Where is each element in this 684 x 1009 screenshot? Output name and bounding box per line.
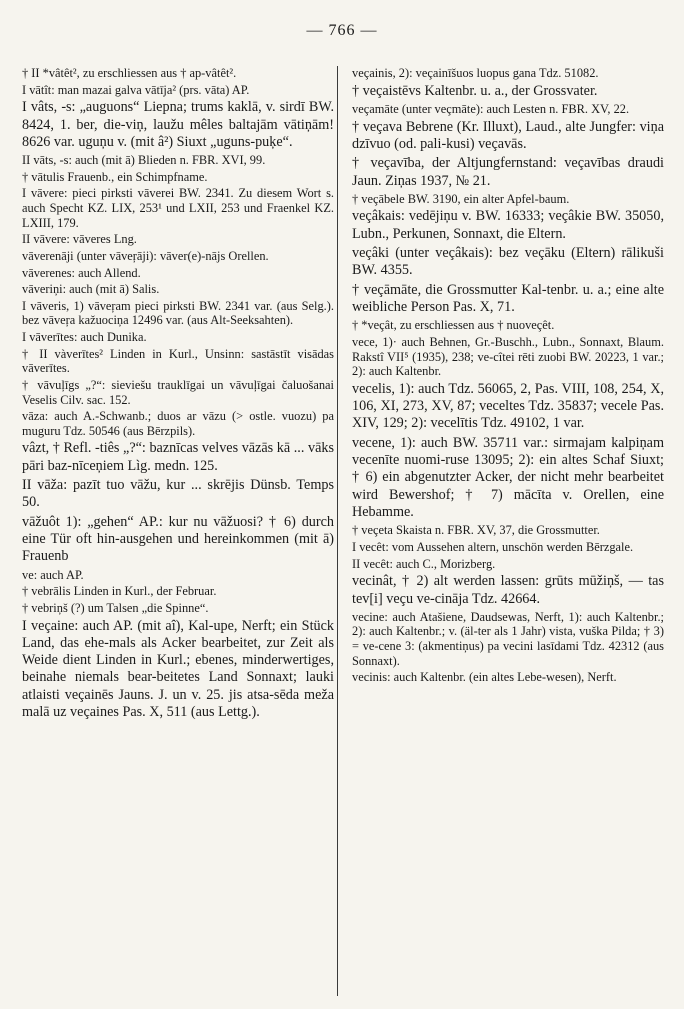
left-column	[22, 66, 334, 723]
dictionary-entry: I vâts, -s: „auguons“ Liepna; trums kaklā, v. sirdī BW. 8424, 1. ber, die-viņ, laužu mêles baltajām vātiņām! 8626 var. uguņu v. (mit â²) Siuxt „uguns-puķe“.	[22, 99, 334, 150]
dictionary-entry: I vātît: man mazai galva vātīja² (prs. vāta) AP.	[22, 82, 250, 97]
dictionary-entry: vecinis: auch Kaltenbr. (ein altes Lebe-wesen), Nerft.	[352, 670, 617, 685]
dictionary-entry: ve: auch AP.	[22, 567, 84, 582]
dictionary-entry: II vāts, -s: auch (mit ā) Blieden n. FBR. XVI, 99.	[22, 153, 266, 168]
dictionary-entry: vāžuôt 1): „gehen“ AP.: kur nu vāžuosi? † 6) durch eine Tür oft hin-ausgehen und hereinkommen (mit ā) Frauenb	[22, 513, 334, 565]
dictionary-entry: vece, 1)· auch Behnen, Gr.-Buschh., Lubn., Sonnaxt, Blaum. Rakstî VII⁵ (1935), 238; ve-cîtei rēti zuobi BW. 20223, 1 var.; 2): auch Kaltenbr.	[352, 334, 664, 379]
dictionary-entry: † II vàverītes² Linden in Kurl., Unsinn: sastāstīt visādas vāverītes.	[22, 346, 334, 376]
right-column	[352, 66, 664, 687]
dictionary-entry: vāveriņi: auch (mit ā) Salis.	[22, 282, 160, 297]
dictionary-entry: † veçavība, der Altjungfernstand: veçavības draudi Jaun. Ziņas 1937, № 21.	[352, 155, 664, 189]
dictionary-entry: vāverenāji (unter vāveŗāji): vāver(e)-nājs Orellen.	[22, 248, 269, 263]
dictionary-entry: vecelis, 1): auch Tdz. 56065, 2, Pas. VIII, 108, 254, X, 106, XI, 273, XV, 87; veceltes Tdz. 35837; vecele Pas. XIV, 129; 2): vecelītis Tdz. 49102, 1 var.	[352, 380, 664, 432]
dictionary-entry: † vebriņš (?) um Talsen „die Spinne“.	[22, 600, 209, 615]
dictionary-entry: vecinât, † 2) alt werden lassen: grūts mūžiņš, — tas tev[i] veçu ve-cināja Tdz. 42664.	[352, 573, 664, 607]
dictionary-entry: † veçāmāte, die Grossmutter Kal-tenbr. u. a.; eine alte weibliche Person Pas. X, 71.	[352, 281, 664, 315]
dictionary-entry: † *veçât, zu erschliessen aus † nuoveçêt.	[352, 318, 555, 333]
dictionary-entry: vecene, 1): auch BW. 35711 var.: sirmajam kalpiņam vecenīte nuomi-ruse 13095; 2): ein altes Schaf Siuxt; † 6) ein abgenutzter Acker, der nicht mehr bearbeitet wird Bewershof; † 7) mācīta v. Orellen, eine Hebamme.	[352, 434, 664, 520]
dictionary-entry: veçâki (unter veçâkais): bez veçāku (Eltern) rālikuši BW. 4355.	[352, 245, 664, 279]
dictionary-entry: II vāža: pazīt tuo vāžu, kur ... skrējis Dünsb. Temps 50.	[22, 477, 334, 511]
dictionary-entry: I vāveris, 1) vāveŗam pieci pirksti BW. 2341 var. (aus Selg.). bez vāveŗa kažuociņa 12496 var. (aus Alt-Seeksahten).	[22, 298, 334, 328]
dictionary-entry: † vebrālis Linden in Kurl., der Februar.	[22, 584, 217, 599]
dictionary-entry: † II *vâtêt², zu erschliessen aus † ap-vâtêt².	[22, 66, 237, 80]
column-divider	[337, 66, 338, 996]
dictionary-entry: vâzt, † Refl. -tiês „?“: baznīcas velves vāzās kā ... vāks pāri baz-nīceņiem Lìg. medn. 125.	[22, 440, 334, 474]
dictionary-entry: veçamāte (unter veçmāte): auch Lesten n. FBR. XV, 22.	[352, 101, 630, 116]
dictionary-entry: † vātulis Frauenb., ein Schimpfname.	[22, 169, 208, 184]
dictionary-entry: vāza: auch A.-Schwanb.; duos ar vāzu (> ostle. vuozu) pa muguru Tdz. 50546 (aus Bērzpils).	[22, 409, 334, 438]
dictionary-entry: I vecêt: vom Aussehen altern, unschön werden Bērzgale.	[352, 539, 634, 554]
dictionary-entry: † veçeta Skaista n. FBR. XV, 37, die Grossmutter.	[352, 523, 600, 538]
dictionary-entry: † veçābele BW. 3190, ein alter Apfel-baum.	[352, 191, 570, 206]
dictionary-entry: II vecêt: auch C., Morizberg.	[352, 556, 496, 571]
page-number: — 766 —	[306, 22, 378, 39]
dictionary-entry: veçâkais: vedējiņu v. BW. 16333; veçâkie BW. 35050, Lubn., Perkunen, Sonnaxt, die Eltern.	[352, 208, 664, 242]
dictionary-entry: vāverenes: auch Allend.	[22, 265, 141, 280]
dictionary-entry: I vāverītes: auch Dunika.	[22, 330, 147, 345]
dictionary-entry: I veçaine: auch AP. (mit aî), Kal-upe, Nerft; ein Stück Land, das ehe-mals als Acker bearbeitet, zur Zeit als Weide dient Linden in Kurl.; ebenes, minderwertiges, beinahe niemals bear-beitetes Land Sonnaxt; lauki atlaisti veçainēs Jauns. J. un v. 25. jis atsa-sēda meža malā uz veçaines Pas. X, 511 (aus Lettg.).	[22, 617, 334, 721]
dictionary-entry: † vāvuļīgs „?“: sieviešu trauklīgai un vāvuļīgai čaluošanai Veselis Cilv. sac. 152.	[22, 377, 334, 407]
dictionary-entry: I vāvere: pieci pirksti vāverei BW. 2341. Zu diesem Wort s. auch Specht KZ. LIX, 253¹ und LXII, 253 und Fraenkel KZ. LXIII, 179.	[22, 186, 334, 230]
dictionary-entry: veçainis, 2): veçainīšuos luopus gana Tdz. 51082.	[352, 66, 599, 80]
dictionary-entry: II vāvere: vāveres Lng.	[22, 232, 137, 247]
dictionary-entry: † veçaistēvs Kaltenbr. u. a., der Grossvater.	[352, 82, 598, 99]
dictionary-entry: † veçava Bebrene (Kr. Illuxt), Laud., alte Jungfer: viņa dzīvuo (od. pali-kusi) veçavās.	[352, 118, 664, 152]
dictionary-entry: vecine: auch Atašiene, Daudsewas, Nerft, 1): auch Kaltenbr.; 2): auch Kaltenbr.; v. (äl-ter als 1 Jahr) vista, vuška Pilda; † 3) = ve-cene 3: (akmentiņus) pa vecini lasīdami Tdz. 42312 (aus Sonnaxt).	[352, 609, 664, 668]
